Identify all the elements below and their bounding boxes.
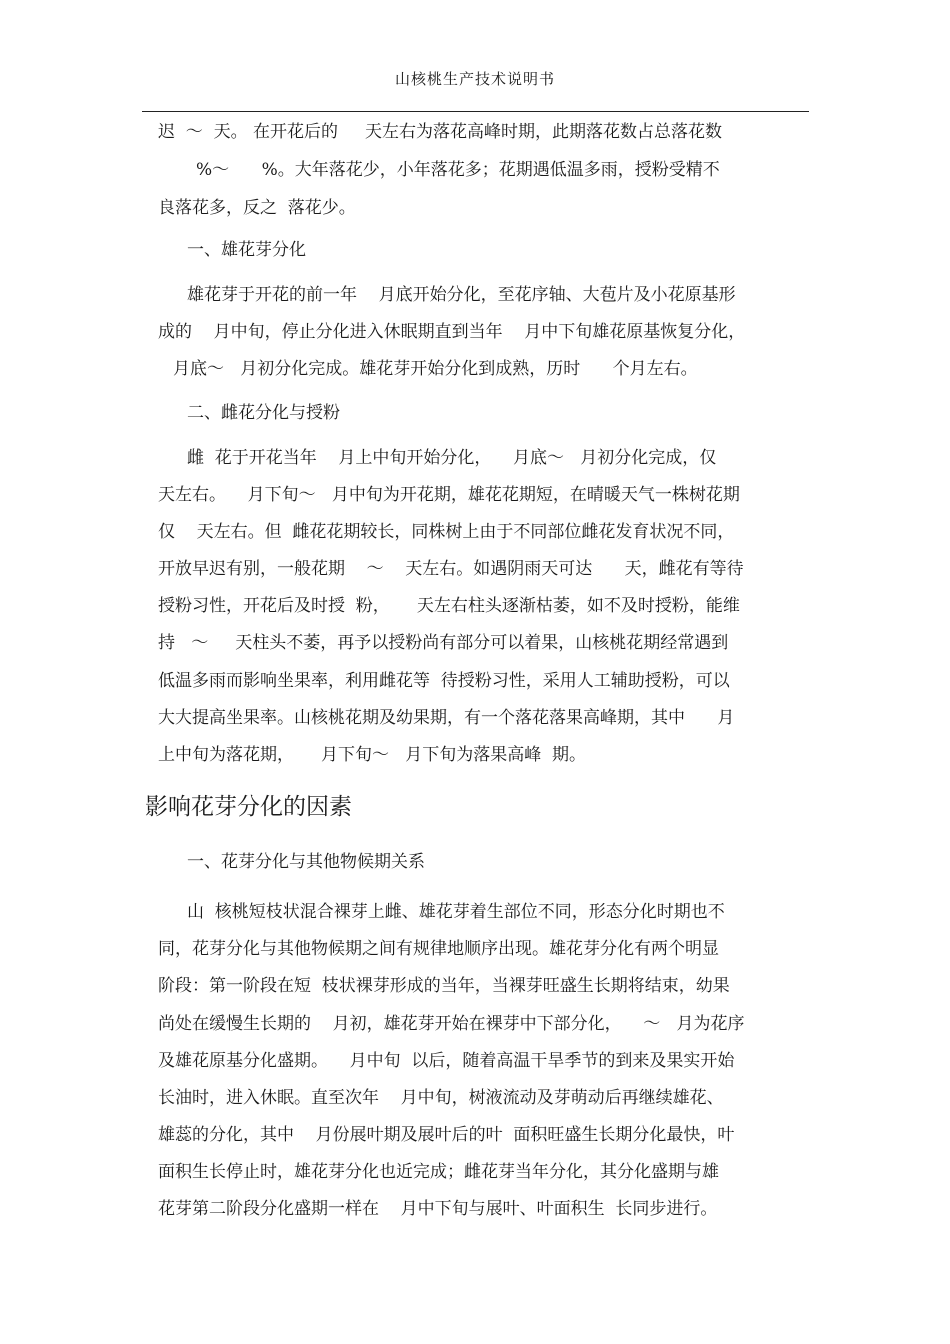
text-line: 持 ～ 天柱头不萎，再予以授粉尚有部分可以着果，山核桃花期经常遇到: [158, 633, 729, 653]
text-line: 尚处在缓慢生长期的 月初，雄花芽开始在裸芽中下部分化， ～ 月为花序: [158, 1014, 745, 1034]
header-title: 山核桃生产技术说明书: [394, 70, 555, 88]
header-divider: [142, 111, 809, 112]
text-line: 及雄花原基分化盛期。 月中旬 以后，随着高温干旱季节的到来及果实开始: [158, 1051, 735, 1071]
text-line: 雄花芽于开花的前一年 月底开始分化，至花序轴、大苞片及小花原基形: [187, 285, 736, 305]
text-line: 成的 月中旬，停止分化进入休眠期直到当年 月中下旬雄花原基恢复分化，: [158, 322, 746, 342]
text-line: 良落花多，反之 落花少。: [158, 198, 356, 218]
text-line: 开放早迟有别，一般花期 ～ 天左右。如遇阴雨天可达 天，雌花有等待: [158, 559, 744, 579]
text-line: 低温多雨而影响坐果率，利用雌花等 待授粉习性，采用人工辅助授粉，可以: [158, 671, 730, 691]
text-line: 大大提高坐果率。山核桃花期及幼果期，有一个落花落果高峰期，其中 月: [158, 708, 735, 728]
text-line: 月底～ 月初分化完成。雄花芽开始分化到成熟，历时 个月左右。: [173, 359, 698, 379]
text-line: 仅 天左右。但 雌花花期较长，同株树上由于不同部位雌花发育状况不同，: [158, 522, 735, 542]
section-title-female-flower: 二、雌花分化与授粉: [187, 403, 340, 423]
text-line: 山 核桃短枝状混合裸芽上雌、雄花芽着生部位不同，形态分化时期也不: [187, 902, 725, 922]
text-line: 迟 ～ 天。 在开花后的 天左右为落花高峰时期，此期落花数占总落花数: [158, 122, 723, 142]
text-line: %～ %。大年落花少，小年落花多；花期遇低温多雨，授粉受精不: [196, 160, 720, 180]
text-line: 上中旬为落花期， 月下旬～ 月下旬为落果高峰 期。: [158, 745, 587, 765]
text-line: 雌 花于开花当年 月上中旬开始分化， 月底～ 月初分化完成，仅: [187, 448, 717, 468]
text-line: 阶段：第一阶段在短 枝状裸芽形成的当年，当裸芽旺盛生长期将结束，幼果: [158, 976, 730, 996]
text-line: 面积生长停止时，雄花芽分化也近完成；雌花芽当年分化，其分化盛期与雄: [158, 1162, 719, 1182]
text-line: 天左右。 月下旬～ 月中旬为开花期，雄花花期短，在晴暖天气一株树花期: [158, 485, 740, 505]
text-line: 长油时，进入休眠。直至次年 月中旬，树液流动及芽萌动后再继续雄花、: [158, 1088, 724, 1108]
chapter-heading: 影响花芽分化的因素: [145, 794, 352, 820]
text-line: 授粉习性，开花后及时授 粉， 天左右柱头逐渐枯萎，如不及时授粉，能维: [158, 596, 740, 616]
section-title-male-bud: 一、雄花芽分化: [187, 240, 306, 260]
text-line: 雄蕊的分化，其中 月份展叶期及展叶后的叶 面积旺盛生长期分化最快，叶: [158, 1125, 735, 1145]
text-line: 同，花芽分化与其他物候期之间有规律地顺序出现。雄花芽分化有两个明显: [158, 939, 719, 959]
text-line: 花芽第二阶段分化盛期一样在 月中下旬与展叶、叶面积生 长同步进行。: [158, 1199, 718, 1219]
section-title-phenology: 一、花芽分化与其他物候期关系: [187, 852, 425, 872]
